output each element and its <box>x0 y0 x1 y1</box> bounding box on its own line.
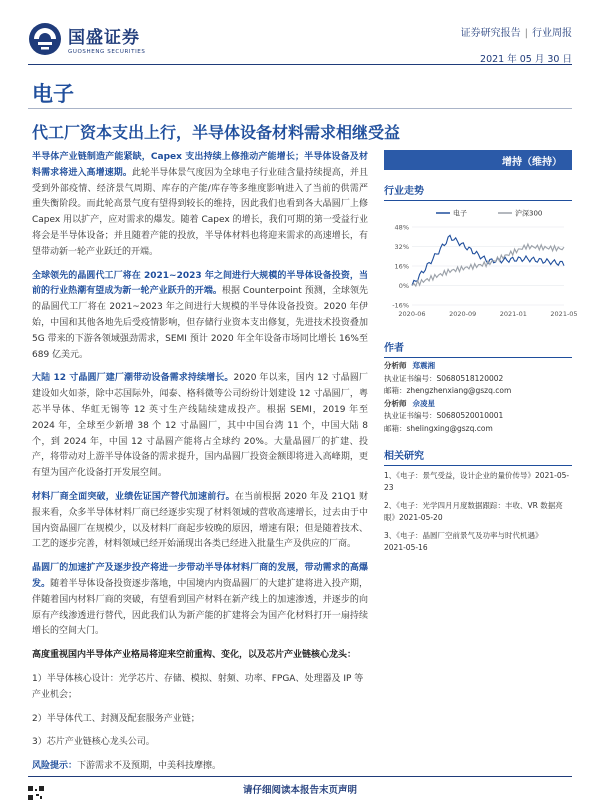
y-tick-label: 16% <box>394 262 409 271</box>
brand-logo <box>28 22 145 56</box>
sector-name: 电子 <box>32 82 74 106</box>
related-date: 2021-05-16 <box>384 543 428 552</box>
related-list <box>384 470 572 554</box>
y-tick-label: 32% <box>394 243 409 251</box>
brand-name-en: GUOSHENG SECURITIES <box>68 49 146 55</box>
footer-disclaimer: 请仔细阅读本报告末页声明 <box>242 785 357 796</box>
brand-mark-icon <box>28 22 62 56</box>
related-title[interactable]: 2、《电子：光学四月月度数据跟踪：丰收、VR 数据亮眼》 <box>384 501 563 522</box>
report-type: 行业周报 <box>532 28 572 39</box>
paragraph-text: 随着半导体设备投资逐步落地，中国境内内资晶圆厂的大建扩建将进入投产期，伴随着国内材料厂商的突破，有望看到国产材料在新产线上的加速渗透，并逐步的向原有产线渗透进行替代，因此我们认为新产能的扩建将会为国产化材料打开一扇持续增长的空间大门。 <box>32 578 368 637</box>
author-name: 郑震湘 <box>412 361 435 370</box>
paragraph-lead: 高度重视国内半导体产业格局将迎来空前重构、变化，以及芯片产业链核心龙头： <box>32 650 357 661</box>
trend-chart <box>384 205 578 327</box>
paragraph-lead: 材料厂商全面突破，业绩佐证国产替代加速前行。 <box>32 491 235 502</box>
report-header <box>461 24 572 65</box>
legend-label: 电子 <box>453 209 467 218</box>
trend-heading: 行业走势 <box>384 182 572 201</box>
license-number: S0680518120002 <box>436 373 504 383</box>
x-tick-label: 2020-09 <box>449 310 477 318</box>
header-divider <box>28 64 572 65</box>
trend-chart-svg <box>384 205 578 323</box>
risk-warning <box>32 759 368 775</box>
license-label: 执业证书编号： <box>384 411 437 420</box>
license-label: 执业证书编号： <box>384 373 437 383</box>
related-report[interactable] <box>384 470 572 494</box>
report-body <box>32 150 368 783</box>
risk-text: 下游需求不及预期，中美科技摩擦。 <box>77 761 222 772</box>
sector-divider <box>28 108 572 109</box>
author-name: 佘凌星 <box>412 398 435 408</box>
x-tick-label: 2021-01 <box>499 310 527 318</box>
paragraph-text: 此轮半导体景气度因为全球电子行业硅含量持续提高，并且受到外部疫情、经济景气周期、库存的产能/库存等多维度影响进入了当前的供需严重失衡阶段。而此轮高景气度有望得到较长的维持，因此我们也看到各大晶圆厂上修 Capex 用以扩产，应对需求的爆发。随着 Capex 的增长，我们可期的第一受益行业将会是半导体设备；并且随着产能的投放，半导体材料也将迎来需求的高速增长，有望带动新一轮产业跃迁的开端。 <box>32 167 368 257</box>
list-item: 3）芯片产业链核心龙头公司。 <box>32 737 155 748</box>
body-paragraph <box>32 490 368 553</box>
paragraph-text: 2020 年以来，国内 12 寸晶圆厂建设如火如荼，除中芯国际外，闻泰、格科微等公司纷纷计划建设 12 寸晶圆厂，粤芯半导体、华虹无锡等 12 英寸生产线陆续建成投产。根据 SEMI，2019 年至 2024 年，全球至少新增 38 个 12 寸晶圆厂，其中中国台湾 11 个，中国大陆 8 个，到 2024 年，中国 12 寸晶圆产能将占全球约 20%。大量晶圆厂的扩建、投产，将带动对上游半导体设备的需求提升，国内晶圆厂投资金额即将进入高峰期，更有望为国产化设备打开发展空间。 <box>32 373 368 479</box>
paragraph-lead: 全球领先的晶圆代工厂将在 2021~2023 年之间进行大规模的半导体设备投资，当前的行业热潮有望成为新一轮产业跃升的开端。 <box>32 270 368 297</box>
y-tick-label: 0% <box>398 282 409 290</box>
authors-list <box>384 360 572 435</box>
email-label: 邮箱： <box>384 386 407 395</box>
email-label: 邮箱： <box>384 423 407 433</box>
footer-divider <box>28 776 572 777</box>
related-date: 2021-05-23 <box>384 471 570 492</box>
author-role: 分析师 <box>384 398 407 408</box>
body-paragraph <box>32 561 368 640</box>
report-category: 证券研究报告 <box>460 28 521 39</box>
author-entry <box>384 398 572 436</box>
paragraph-text: 在当前根据 2020 年及 21Q1 财报来看，众多半导体材料厂商已经逐步实现了材料领域的营收高速增长，过去由于中国内资晶圆厂在规模少，以及材料厂商起步较晚的原因，增速有限；但是随着技术、工艺的逐步完善，材料领域已经开始涌现出各类已经进入批量生产及供应的厂商。 <box>32 491 368 550</box>
author-email[interactable]: zhengzhenxiang@gszq.com <box>406 386 512 395</box>
related-date: 2021-05-20 <box>399 513 443 522</box>
list-item: 2）半导体代工、封测及配套服务产业链； <box>32 713 200 724</box>
author-entry <box>384 360 572 398</box>
risk-label: 风险提示： <box>32 761 78 772</box>
x-tick-label: 2020-06 <box>398 310 426 318</box>
paragraph-lead: 大陆 12 寸晶圆厂建厂潮带动设备需求持续增长。 <box>32 373 234 384</box>
list-item: 1）半导体核心设计：光学芯片、存储、模拟、射频、功率、FPGA、处理器及 IP 等产业机会； <box>32 673 364 700</box>
body-paragraph <box>32 150 368 261</box>
related-title[interactable]: 3、《电子：晶圆厂空前景气及功率与时代机遇》 <box>384 531 543 540</box>
rating-badge: 增持（维持） <box>384 150 572 170</box>
body-paragraph <box>32 269 368 364</box>
report-title: 代工厂资本支出上行，半导体设备材料需求相继受益 <box>32 123 401 142</box>
y-tick-label: 48% <box>394 223 409 232</box>
header-separator: | <box>524 28 528 39</box>
paragraph-lead: 晶圆厂的加速扩产及逐步投产将进一步带动半导体材料厂商的发展，带动需求的高爆发。 <box>32 563 368 589</box>
paragraph-text: 根据 Counterpoint 预测，全球领先的晶圆代工厂将在 2021~2023 年之间进行大规模的半导体设备投资。2020 年伊始，中国和其他各地先后受疫情影响，但存储行业资本支出修复，先进技术投资叠加 5G 带来的下游各领域强劲需求，SEMI 预计 2020 年全年设备市场同比增长 16%至 689 亿美元。 <box>32 286 368 360</box>
body-paragraph <box>32 648 368 664</box>
related-report[interactable] <box>384 530 572 554</box>
brand-name: 国盛证券 <box>68 28 140 48</box>
sidebar <box>384 150 578 560</box>
author-role: 分析师 <box>384 361 407 370</box>
body-paragraph <box>32 371 368 482</box>
report-date: 2021 年 05 月 30 日 <box>480 54 572 65</box>
license-number: S0680520010001 <box>436 411 504 420</box>
authors-heading: 作者 <box>384 339 572 358</box>
legend-label: 沪深300 <box>515 209 543 218</box>
y-tick-label: -16% <box>392 301 409 310</box>
related-title[interactable]: 1、《电子：景气受益，设计企业的量价传导》 <box>384 471 536 480</box>
x-tick-label: 2021-05 <box>550 310 578 318</box>
related-report[interactable] <box>384 500 572 524</box>
series-line-csi300 <box>412 244 564 286</box>
author-email[interactable]: shelingxing@gszq.com <box>406 423 493 433</box>
paragraph-lead: 半导体产业链制造产能紧缺，Capex 支出持续上修推动产能增长；半导体设备及材料需求将进入高增速期。 <box>32 152 368 178</box>
related-heading: 相关研究 <box>384 447 572 466</box>
